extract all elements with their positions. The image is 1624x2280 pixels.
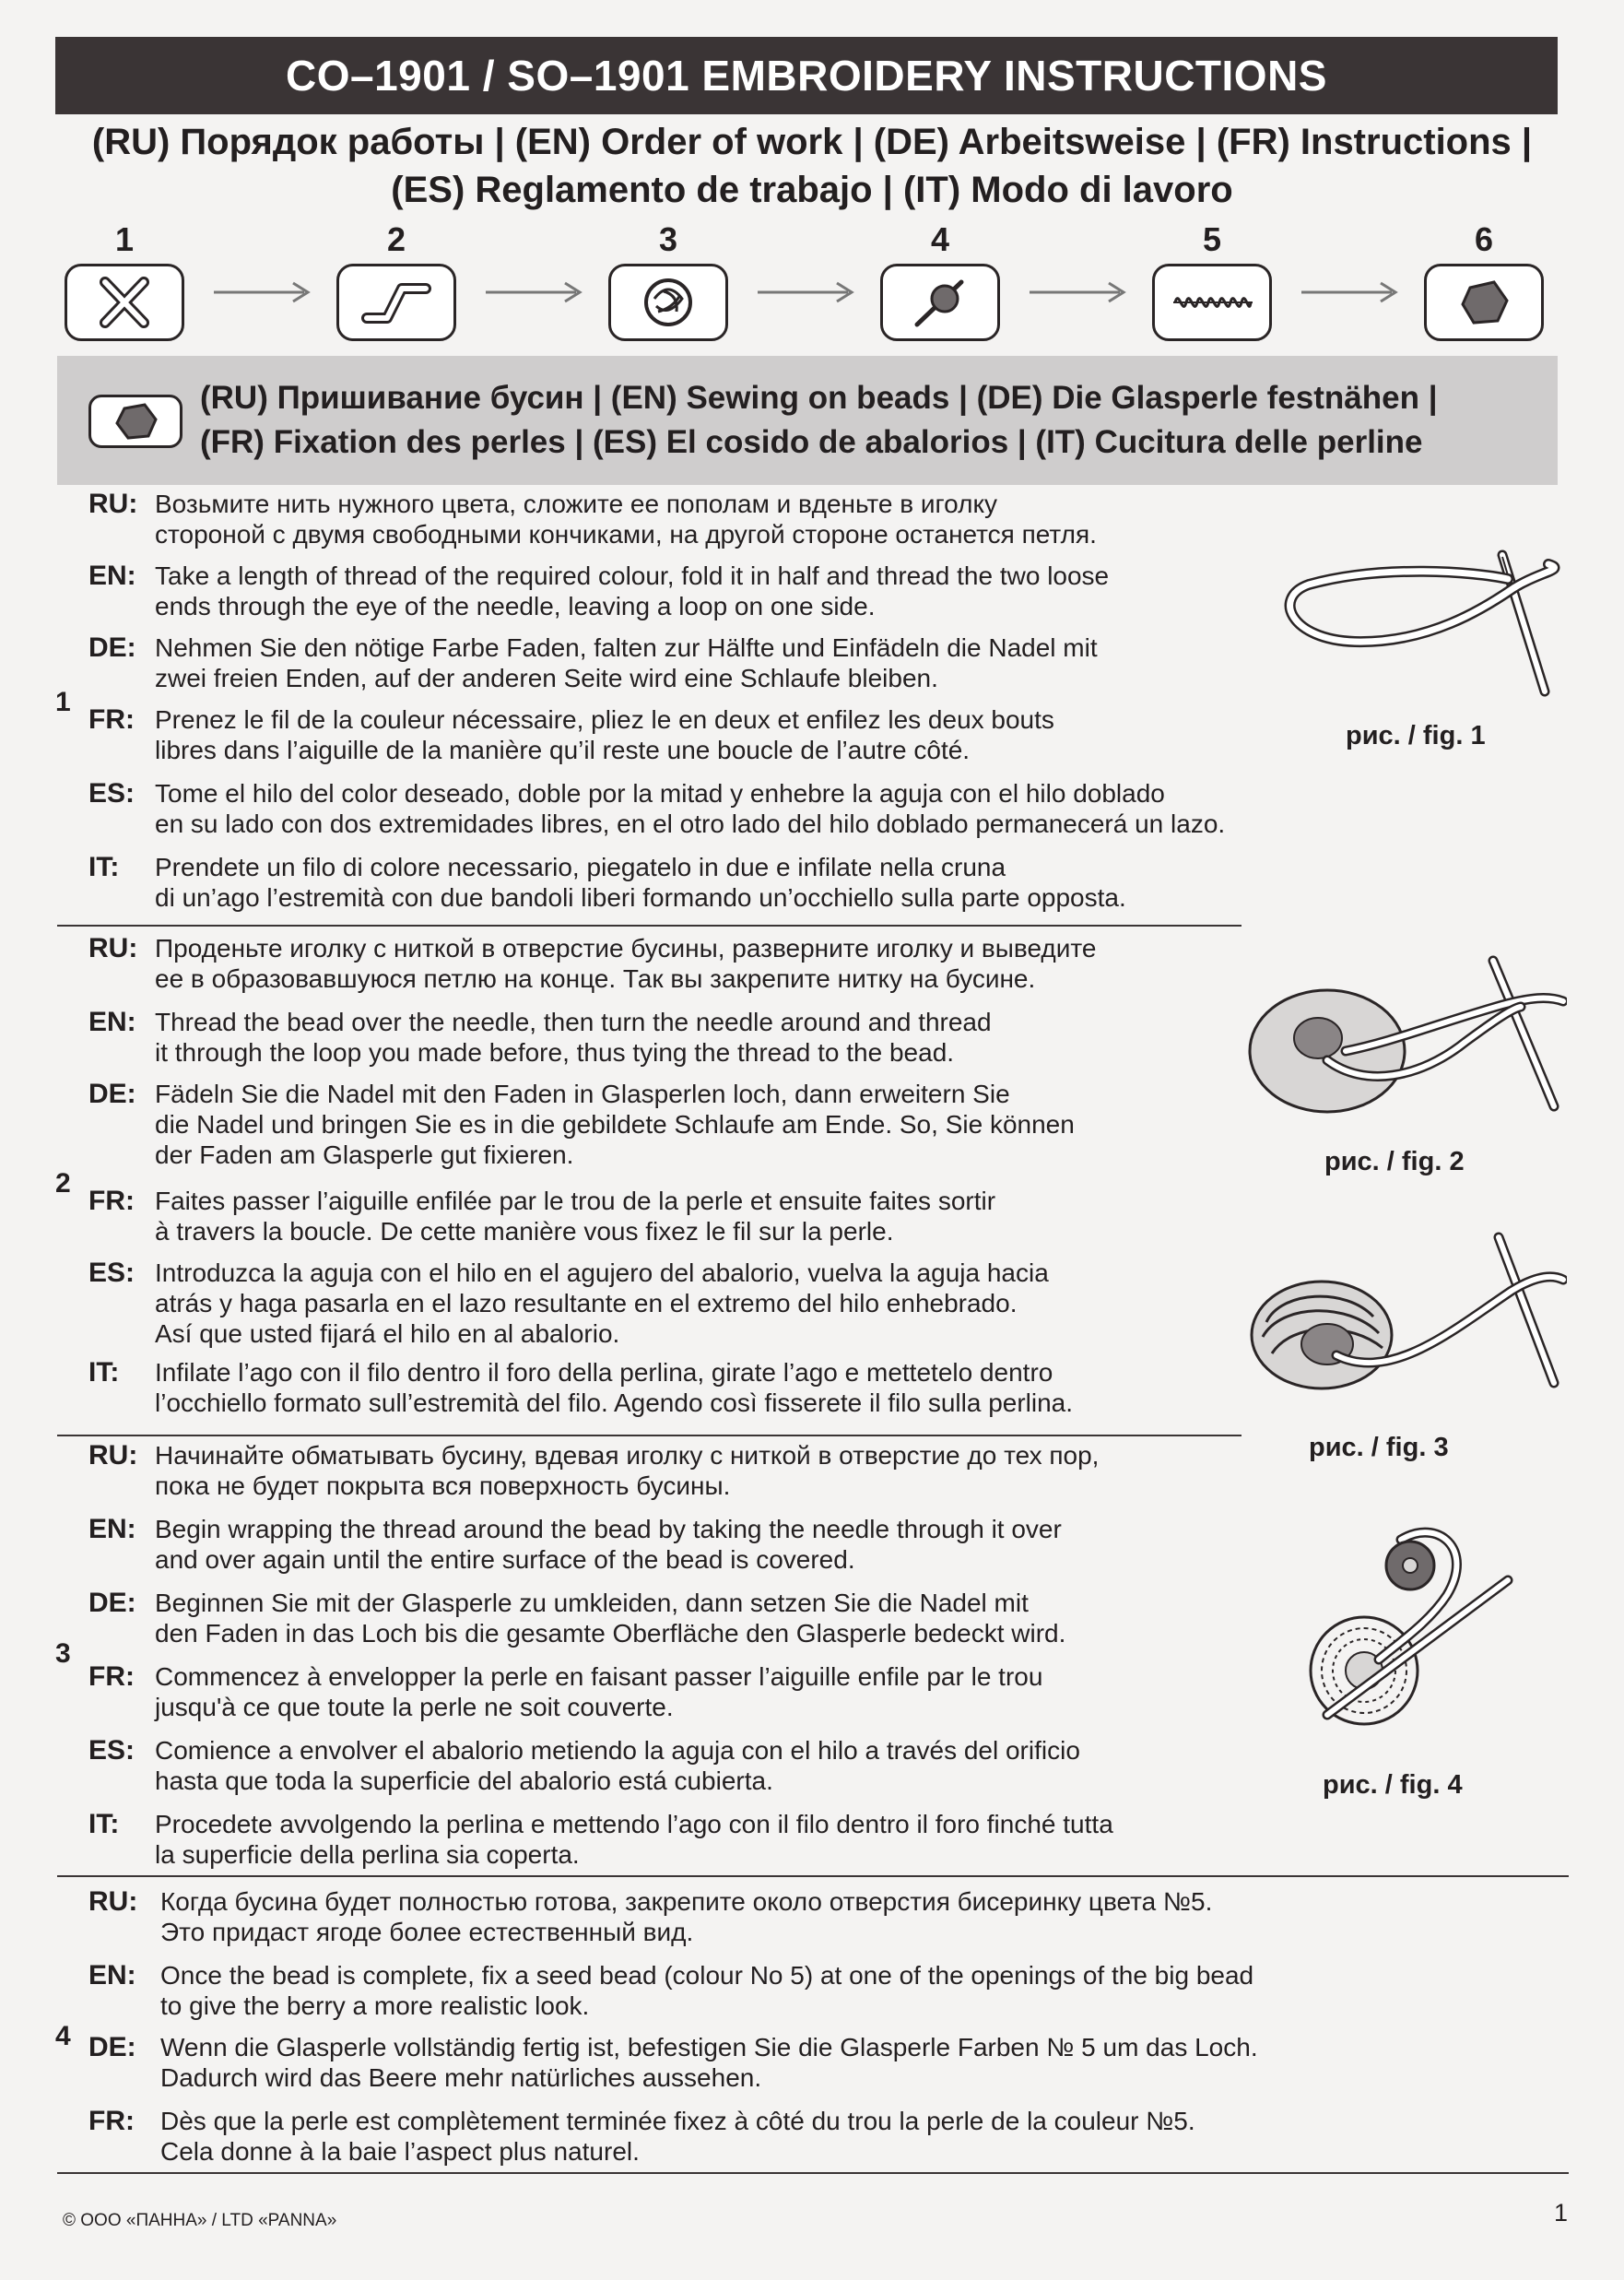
entry-text: Beginnen Sie mit der Glasperle zu umkleiden, dann setzen Sie die Nadel mit den Faden in das Loch bis die gesamte Oberfläche den Glasperle bedeckt wird. [155,1589,1066,1648]
bead-threading-figure [1244,950,1567,1134]
entry-text: Prenez le fil de la couleur nécessaire, pliez le en deux et enfilez les deux bouts libres dans l’aiguille de la manière qu’il reste une boucle de l’autre côté. [155,705,1054,764]
lang-label: ES: [88,1735,135,1766]
divider [57,925,1242,927]
lang-label: IT: [88,1809,120,1839]
lang-label: ES: [88,1258,135,1288]
block-number: 1 [55,687,71,717]
section-title [200,376,1546,465]
entry-text: Introduzca la aguja con el hilo en el agujero del abalorio, vuelva la aguja hacia atrás y haga pasarla en el lazo resultante en el extremo del hilo enhebrado. Así que usted fijará el hilo en al abalorio. [155,1258,1049,1348]
page-number: 1 [1554,2199,1569,2227]
needle-threading-figure [1272,544,1567,701]
lang-label: ES: [88,778,135,809]
entry-text: Commencez à envelopper la perle en faisant passer l’aiguille enfile par le trou jusqu'à ce que toute la perle ne soit couverte. [155,1662,1043,1721]
wrapped-bead-icon [1152,264,1272,341]
copyright-notice: © ООО «ПАННА» / LTD «PANNA» [63,2211,337,2230]
entry-text: Когда бусина будет полностью готова, закрепите около отверстия бисеринку цвета №5. Это придаст ягоде более естественный вид. [160,1887,1213,1946]
seed-bead-figure [1290,1521,1530,1733]
subtitle-line-2: (ES) Reglamento de trabajo | (IT) Modo di lavoro [391,170,1233,210]
entry-text: Fädeln Sie die Nadel mit den Faden in Glasperlen loch, dann erweitern Sie die Nadel und bringen Sie es in die gebildete Schlaufe am Ende. So, Sie können der Faden am Glasperle gut fixieren. [155,1080,1075,1169]
divider [57,1435,1242,1436]
figure-caption: рис. / fig. 4 [1323,1770,1463,1800]
step-number: 5 [1202,220,1222,258]
figure-caption: рис. / fig. 1 [1346,721,1486,750]
block-number: 3 [55,1638,71,1669]
entry-text: Возьмите нить нужного цвета, сложите ее пополам и вденьте в иголку стороной с двумя свободными кончиками, на другой стороне останется петля. [155,490,1097,549]
step-number: 2 [386,220,406,258]
cross-stitch-icon [65,264,184,341]
step-5 [1152,221,1272,341]
step-sequence [65,221,1548,341]
entry-text: Wenn die Glasperle vollständig fertig ist, befestigen Sie die Glasperle Farben № 5 um das Loch. Dadurch wird das Beere mehr natürliches aussehen. [160,2033,1258,2092]
step-number: 4 [930,220,950,258]
entry-text: Begin wrapping the thread around the bead by taking the needle through it over and over again until the entire surface of the bead is covered. [155,1515,1062,1574]
block-number: 2 [55,1168,71,1199]
lang-label: IT: [88,852,120,882]
figure-caption: рис. / fig. 2 [1324,1147,1465,1176]
arrow-icon [1300,278,1401,306]
lang-label: DE: [88,1588,136,1618]
arrow-icon [484,278,585,306]
step-number: 6 [1474,220,1494,258]
step-number: 1 [114,220,135,258]
section-title-line-1: (RU) Пришивание бусин | (EN) Sewing on beads | (DE) Die Glasperle festnähen | [200,380,1438,416]
entry-text: Проденьте иголку с ниткой в отверстие бусины, разверните иголку и выведите ее в образовавшуюся петлю на конце. Так вы закрепите нитку на бусине. [155,934,1097,993]
lang-label: EN: [88,1960,136,1991]
back-stitch-icon [336,264,456,341]
lang-label: RU: [88,933,138,963]
french-knot-icon [608,264,728,341]
lang-label: FR: [88,2106,135,2136]
lang-label: EN: [88,1514,136,1544]
lang-label: DE: [88,2032,136,2062]
order-of-work-heading [37,118,1587,214]
document-title: CO–1901 / SO–1901 EMBROIDERY INSTRUCTIONS [55,37,1558,114]
step-2 [336,221,456,341]
step-6 [1424,221,1544,341]
divider [57,2172,1569,2174]
lang-label: IT: [88,1357,120,1388]
lang-label: FR: [88,704,135,735]
lang-label: DE: [88,1079,136,1109]
entry-text: Faites passer l’aiguille enfilée par le trou de la perle et ensuite faites sortir à travers la boucle. De cette manière vous fixez le fil sur la perle. [155,1187,996,1246]
lang-label: EN: [88,1007,136,1037]
entry-text: Начинайте обматывать бусину, вдевая иголку с ниткой в отверстие до тех пор, пока не будет покрыта вся поверхность бусины. [155,1441,1100,1500]
entry-text: Infilate l’ago con il filo dentro il foro della perlina, girate l’ago e mettetelo dentro l’occhiello formato sull’estremità del filo. Agendo così fisserete il filo sulla perlina. [155,1358,1074,1417]
figure-caption: рис. / fig. 3 [1309,1433,1449,1462]
step-number: 3 [658,220,678,258]
section-title-line-2: (FR) Fixation des perles | (ES) El cosido de abalorios | (IT) Cucitura delle perline [200,424,1423,460]
entry-text: Thread the bead over the needle, then turn the needle around and thread it through the loop you made before, thus tying the thread to the bead. [155,1008,992,1067]
step-4 [880,221,1000,341]
block-number: 4 [55,2021,71,2051]
entry-text: Take a length of thread of the required colour, fold it in half and thread the two loose ends through the eye of the needle, leaving a loop on one side. [155,561,1110,620]
finished-bead-icon [88,395,182,448]
lang-label: RU: [88,1886,138,1917]
lang-label: EN: [88,561,136,591]
arrow-icon [212,278,313,306]
lang-label: RU: [88,1440,138,1471]
entry-text: Tome el hilo del color deseado, doble por la mitad y enhebre la aguja con el hilo doblado en su lado con dos extremidades libres, en el otro lado del hilo doblado permanecerá un lazo. [155,779,1226,838]
entry-text: Dès que la perle est complètement terminée fixez à côté du trou la perle de la couleur №5. Cela donne à la baie l’aspect plus naturel. [160,2107,1195,2166]
lang-label: FR: [88,1661,135,1692]
entry-text: Nehmen Sie den nötige Farbe Faden, falten zur Hälfte und Einfädeln die Nadel mit zwei freien Enden, auf der anderen Seite wird eine Schlaufe bleiben. [155,633,1098,692]
entry-text: Once the bead is complete, fix a seed bead (colour No 5) at one of the openings of the big bead to give the berry a more realistic look. [160,1961,1254,2020]
arrow-icon [1028,278,1129,306]
bead-wrapping-figure [1244,1226,1567,1411]
finished-bead-icon [1424,264,1544,341]
lang-label: RU: [88,489,138,519]
step-1 [65,221,184,341]
step-3 [608,221,728,341]
needle-bead-icon [880,264,1000,341]
lang-label: DE: [88,632,136,663]
subtitle-line-1: (RU) Порядок работы | (EN) Order of work | (DE) Arbeitsweise | (FR) Instructions | [91,122,1533,162]
entry-text: Comience a envolver el abalorio metiendo la aguja con el hilo a través del orificio hasta que toda la superficie del abalorio está cubierta. [155,1736,1080,1795]
lang-label: FR: [88,1186,135,1216]
section-header [57,356,1558,485]
arrow-icon [756,278,857,306]
entry-text: Procedete avvolgendo la perlina e mettendo l’ago con il filo dentro il foro finché tutta la superficie della perlina sia coperta. [155,1810,1113,1869]
divider [57,1875,1569,1877]
entry-text: Prendete un filo di colore necessario, piegatelo in due e infilate nella cruna di un’ago l’estremità con due bandoli liberi formando un’occhiello sulla parte opposta. [155,853,1126,912]
